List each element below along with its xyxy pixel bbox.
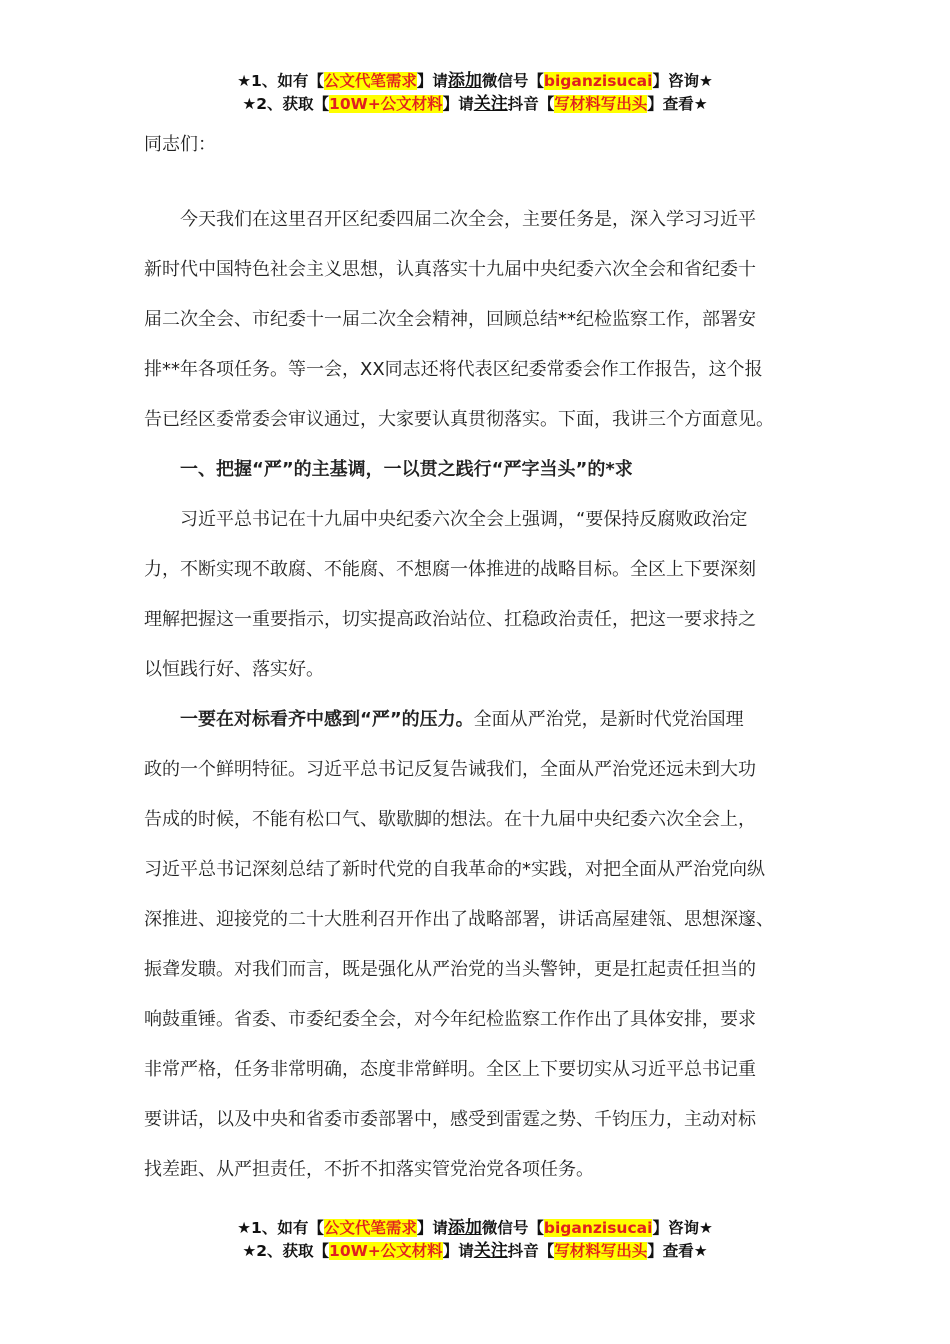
paragraph-line: 找差距、从严担责任，不折不扣落实管党治党各项任务。: [144, 1159, 594, 1180]
promo-text: 微信号【: [481, 72, 544, 90]
paragraph-line: 深推进、迎接党的二十大胜利召开作出了战略部署，讲话高屋建瓴、思想深邃、: [144, 909, 774, 930]
paragraph-line: 新时代中国特色社会主义思想，认真落实十九届中央纪委六次全会和省纪委十: [144, 259, 756, 280]
promo-highlight: 公文代笔需求: [323, 72, 417, 90]
promo-emphasis: 添加: [447, 1218, 482, 1238]
paragraph-intro: [144, 205, 806, 455]
paragraph-line: 力，不断实现不敢腐、不能腐、不想腐一体推进的战略目标。全区上下要深刻: [144, 559, 756, 580]
paragraph-line: 告成的时候，不能有松口气、歇歇脚的想法。在十九届中央纪委六次全会上，: [144, 809, 756, 830]
promo-highlight: 写材料写出头: [554, 95, 648, 113]
paragraph-line: 要讲话，以及中央和省委市委部署中，感受到雷霆之势、千钧压力，主动对标: [144, 1109, 756, 1130]
promo-text: 抖音【: [507, 1242, 555, 1260]
paragraph-line: 响鼓重锤。省委、市委纪委全会，对今年纪检监察工作作出了具体安排，要求: [144, 1009, 756, 1030]
paragraph-line: 习近平总书记深刻总结了新时代党的自我革命的*实践，对把全面从严治党向纵: [144, 859, 765, 880]
spacer: [144, 180, 806, 205]
paragraph-line: 排**年各项任务。等一会，XX同志还将代表区纪委常委会作工作报告，这个报: [144, 359, 763, 380]
promo-text: 】请: [442, 95, 474, 113]
promo-text: ★2、获取【: [242, 1242, 330, 1260]
paragraph-line: 以恒践行好、落实好。: [144, 659, 324, 680]
promo-highlight: 公文代笔需求: [323, 1219, 417, 1237]
paragraph-line: 非常严格，任务非常明确，态度非常鲜明。全区上下要切实从习近平总书记重: [144, 1059, 756, 1080]
promo-text: 】查看★: [647, 95, 708, 113]
paragraph-line: 今天我们在这里召开区纪委四届二次全会，主要任务是，深入学习习近平: [180, 209, 756, 230]
promo-text: ★1、如有【: [237, 72, 324, 90]
promo-highlight: 10W+公文材料: [329, 95, 443, 113]
promo-text: 抖音【: [507, 95, 555, 113]
promo-highlight: biganzisucai: [543, 1219, 653, 1237]
promo-highlight: biganzisucai: [543, 72, 653, 90]
promo-text: 】请: [442, 1242, 474, 1260]
paragraph-line: 告已经区委常委会审议通过，大家要认真贯彻落实。下面，我讲三个方面意见。: [144, 409, 774, 430]
paragraph-line: 届二次全会、市纪委十一届二次全会精神，回顾总结**纪检监察工作，部署安: [144, 309, 756, 330]
promo-text: ★1、如有【: [237, 1219, 324, 1237]
promo-text: 】请: [416, 1219, 448, 1237]
paragraph-line: 理解把握这一重要指示，切实提高政治站位、扛稳政治责任，把这一要求持之: [144, 609, 756, 630]
promo-emphasis: 关注: [473, 1241, 508, 1261]
document-body: [144, 130, 806, 1205]
promo-line-1: [0, 1217, 950, 1240]
promo-emphasis: 添加: [447, 71, 482, 91]
promo-text: 微信号【: [481, 1219, 544, 1237]
paragraph-line: 政的一个鲜明特征。习近平总书记反复告诫我们，全面从严治党还远未到大功: [144, 759, 756, 780]
promo-highlight: 10W+公文材料: [329, 1242, 443, 1260]
promo-text: 】咨询★: [652, 72, 713, 90]
paragraph-section1: [144, 505, 806, 705]
paragraph-line: [144, 705, 806, 755]
promo-highlight: 写材料写出头: [554, 1242, 648, 1260]
promo-line-2: [0, 93, 950, 116]
point-text: 全面从严治党，是新时代党治国理: [473, 709, 744, 730]
paragraph-point1: [144, 705, 806, 1205]
promo-text: ★2、获取【: [242, 95, 330, 113]
promo-text: 】咨询★: [652, 1219, 713, 1237]
salutation: 同志们：: [144, 134, 216, 155]
promo-banner-top: [0, 70, 950, 116]
promo-line-2: [0, 1240, 950, 1263]
promo-text: 】查看★: [647, 1242, 708, 1260]
promo-line-1: [0, 70, 950, 93]
paragraph-line: 振聋发聩。对我们而言，既是强化从严治党的当头警钟，更是扛起责任担当的: [144, 959, 756, 980]
section-heading: 一、把握“严”的主基调，一以贯之践行“严字当头”的*求: [180, 459, 633, 480]
paragraph-line: 习近平总书记在十九届中央纪委六次全会上强调，“要保持反腐败政治定: [180, 509, 748, 530]
promo-text: 】请: [416, 72, 448, 90]
promo-emphasis: 关注: [473, 94, 508, 114]
point-lead: 一要在对标看齐中感到“严”的压力。: [180, 709, 474, 730]
promo-banner-bottom: [0, 1217, 950, 1263]
